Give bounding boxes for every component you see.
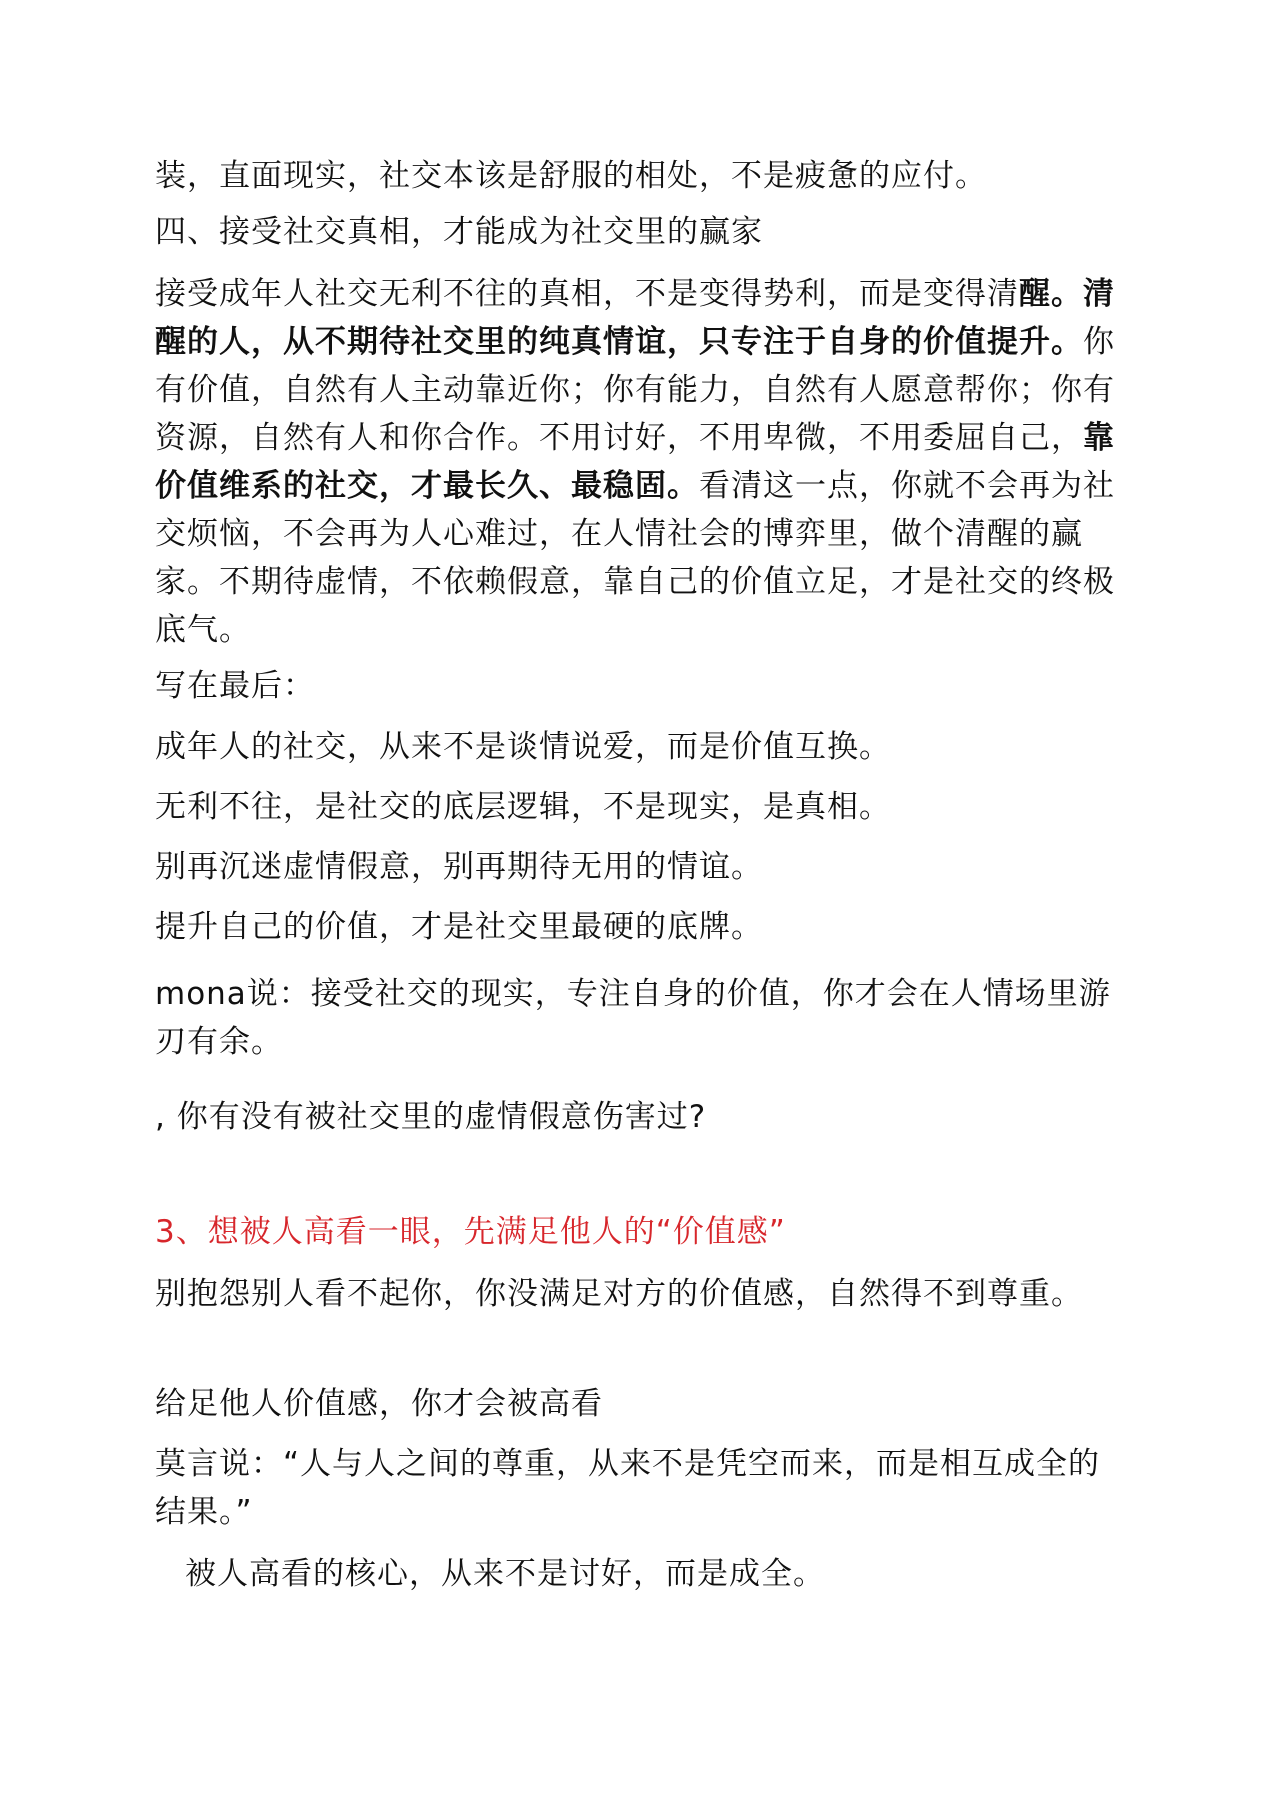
paragraph-improve-value [155,903,1115,951]
paragraph-dont-complain [155,1270,1115,1318]
paragraph-accept-truth-bold-2: 靠价值维系的社交，才最长久、最稳固。 [155,420,1115,504]
paragraph-closing-heading-text: 写在最后： [155,668,315,704]
paragraph-core [185,1550,1115,1598]
paragraph-moyan-quote [155,1440,1115,1536]
section-heading-four [155,208,1115,256]
section-heading-three-text: 3、想被人高看一眼，先满足他人的“价值感” [155,1214,786,1250]
paragraph-value-exchange [155,723,1115,771]
paragraph-intro-text: 装，直面现实，社交本该是舒服的相处，不是疲惫的应付。 [155,158,987,194]
paragraph-intro [155,152,1115,200]
paragraph-closing-heading [155,662,1115,710]
paragraph-dont-complain-text: 别抱怨别人看不起你，你没满足对方的价值感，自然得不到尊重。 [155,1276,1083,1312]
paragraph-question-text: , 你有没有被社交里的虚情假意伤害过? [155,1099,707,1135]
section-heading-four-text: 四、接受社交真相，才能成为社交里的赢家 [155,214,763,250]
paragraph-mona-quote [155,970,1115,1066]
paragraph-improve-value-text: 提升自己的价值，才是社交里最硬的底牌。 [155,909,763,945]
paragraph-accept-truth-a: 接受成年人社交无利不往的真相，不是变得势利，而是变得清 [155,276,1019,312]
paragraph-accept-truth-c: 你有价值，自然有人主动靠近你；你有能力，自然有人愿意帮你；你有资源，自然有人和你合作。不用讨好，不用卑微，不用委屈自己， [155,324,1115,456]
paragraph-value-exchange-text: 成年人的社交，从来不是谈情说爱，而是价值互换。 [155,729,891,765]
paragraph-give-value-text: 给足他人价值感，你才会被高看 [155,1386,603,1422]
paragraph-accept-truth-d: 看清这一点，你就不会再为社交烦恼，不会再为人心难过，在人情社会的博弈里，做个清醒的赢家。不期待虚情，不依赖假意，靠自己的价值立足，才是社交的终极底气。 [155,468,1115,648]
section-heading-three [155,1208,1115,1256]
paragraph-accept-truth-bold-1: 醒。清醒的人，从不期待社交里的纯真情谊，只专注于自身的价值提升。 [155,276,1115,360]
paragraph-stop-indulging [155,843,1115,891]
paragraph-mona-quote-text: mona说：接受社交的现实，专注自身的价值，你才会在人情场里游刃有余。 [155,976,1111,1060]
paragraph-moyan-quote-text: 莫言说：“人与人之间的尊重，从来不是凭空而来，而是相互成全的结果。” [155,1446,1101,1530]
paragraph-underlying-logic-text: 无利不往，是社交的底层逻辑，不是现实，是真相。 [155,789,891,825]
paragraph-underlying-logic [155,783,1115,831]
paragraph-question [155,1093,1115,1141]
paragraph-accept-truth [155,270,1115,654]
paragraph-give-value [155,1380,1115,1428]
paragraph-core-text: 被人高看的核心，从来不是讨好，而是成全。 [185,1556,825,1592]
paragraph-stop-indulging-text: 别再沉迷虚情假意，别再期待无用的情谊。 [155,849,763,885]
